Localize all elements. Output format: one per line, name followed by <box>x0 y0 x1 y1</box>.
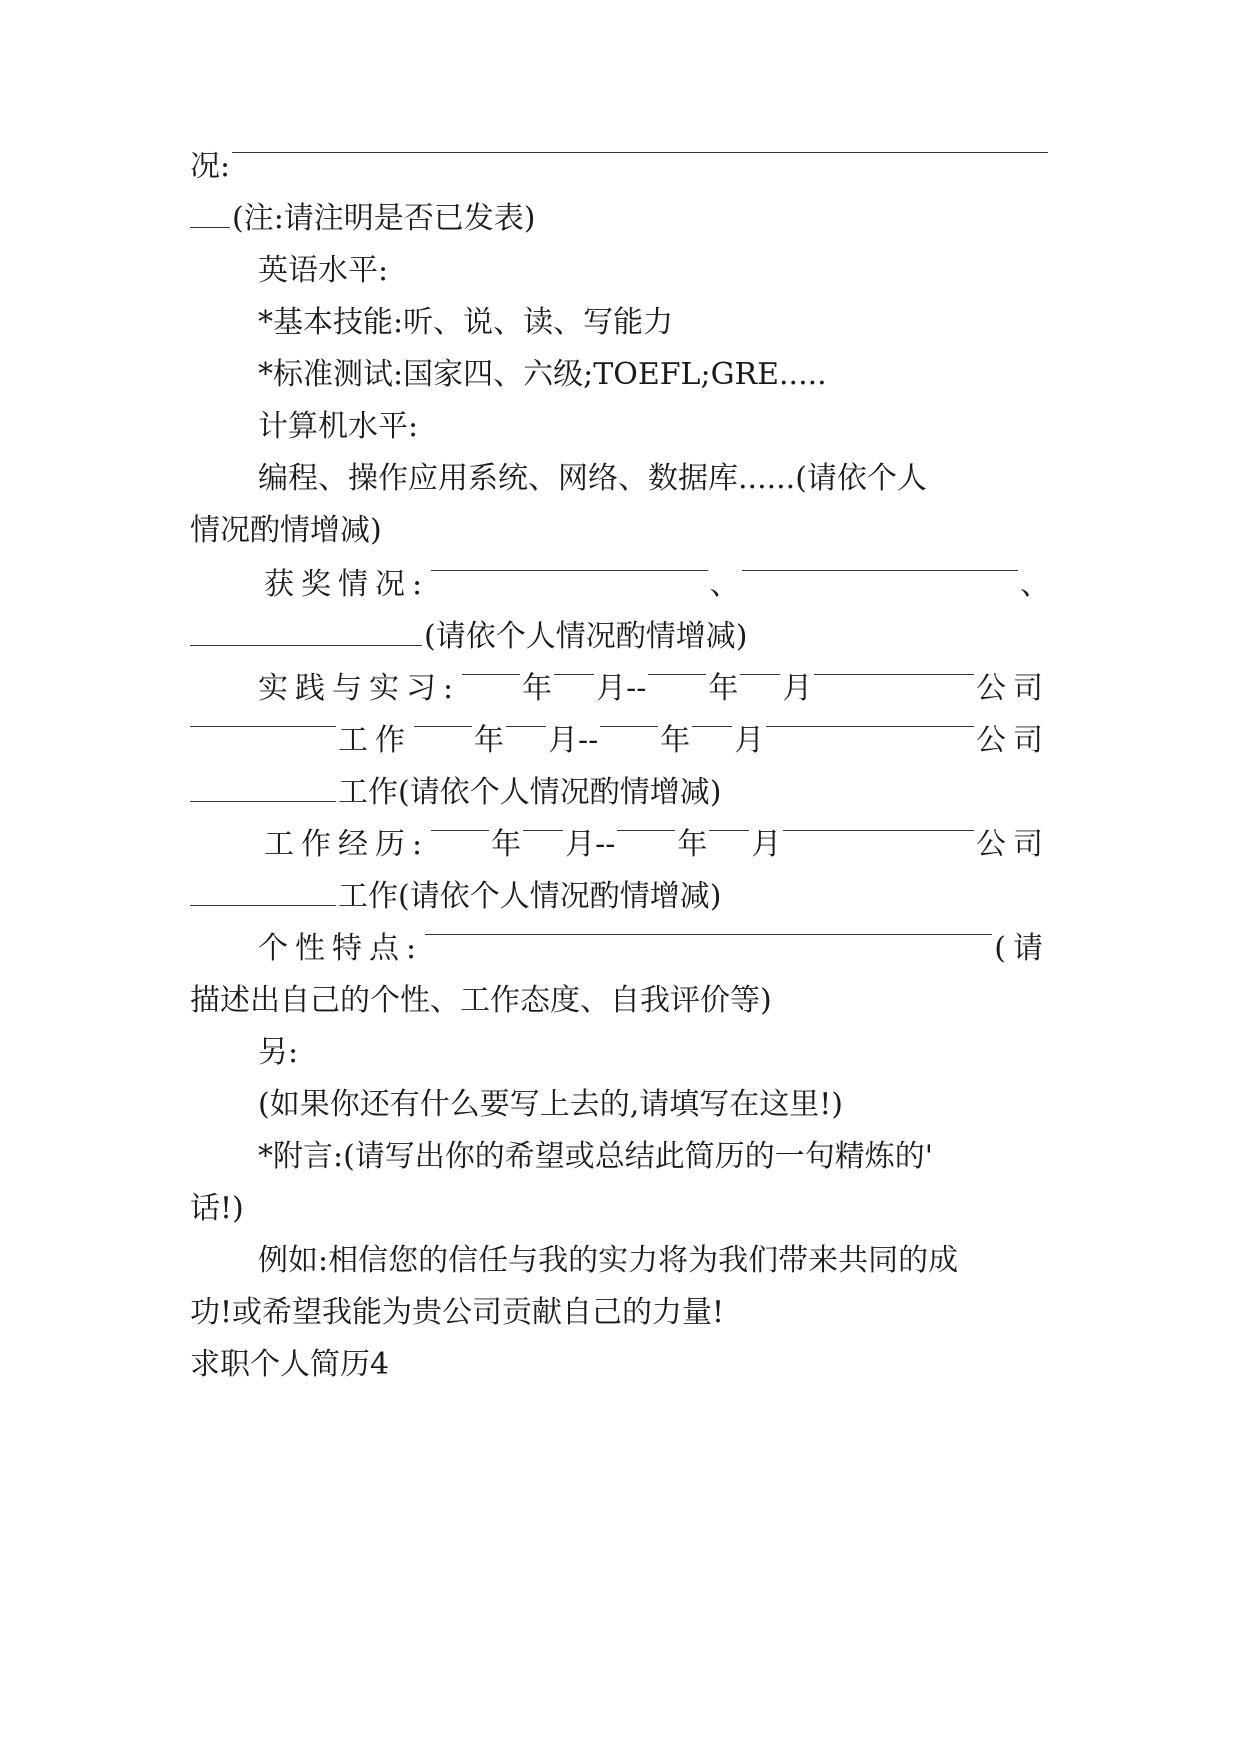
internship-line-3 <box>190 764 1050 822</box>
dash: -- <box>626 671 647 706</box>
awards-line <box>264 556 1050 614</box>
start-month-blank[interactable] <box>554 660 594 675</box>
start-year-blank[interactable] <box>462 660 520 675</box>
example-line: 例如:相信您的信任与我的实力将为我们带来共同的成 <box>258 1243 959 1278</box>
separator: 、 <box>709 567 740 602</box>
end-year-blank[interactable] <box>617 816 675 831</box>
company-blank[interactable] <box>783 816 974 831</box>
personality-line <box>258 920 1050 978</box>
month-label: 月 <box>565 827 596 862</box>
internship-label: 实践与实习: <box>258 671 461 706</box>
year-label: 年 <box>708 671 739 706</box>
computer-skills-line: 编程、操作应用系统、网络、数据库......(请依个人 <box>258 461 927 496</box>
award-blank-2[interactable] <box>742 556 1018 571</box>
english-standard-tests: *标准测试:国家四、六级;TOEFL;GRE..... <box>258 357 827 392</box>
year-label: 年 <box>522 671 553 706</box>
work-label: 工作 <box>338 775 398 810</box>
example-line-cont: 功!或希望我能为贵公司贡献自己的力量! <box>190 1295 725 1330</box>
end-year-blank[interactable] <box>648 660 706 675</box>
internship-line <box>258 660 1050 718</box>
other-heading: 另: <box>258 1035 299 1070</box>
company-blank[interactable] <box>814 660 974 675</box>
publication-note-line <box>190 190 1050 248</box>
english-level-heading: 英语水平: <box>258 253 389 288</box>
award-blank-1[interactable] <box>431 556 707 571</box>
computer-level-heading: 计算机水平: <box>258 409 419 444</box>
work-experience-line <box>264 816 1050 874</box>
personality-blank[interactable] <box>425 920 992 935</box>
position-blank[interactable] <box>190 712 336 727</box>
computer-skills-line-cont: 情况酌情增减) <box>190 513 382 548</box>
internship-line-2 <box>190 712 1050 770</box>
month-label: 月 <box>548 723 578 758</box>
postscript-line-cont: 话!) <box>190 1191 244 1226</box>
end-year-blank[interactable] <box>600 712 658 727</box>
month-label: 月 <box>734 723 765 758</box>
adjust-note: (请依个人情况酌情增减) <box>398 775 722 810</box>
section-heading: 求职个人简历4 <box>190 1347 390 1382</box>
month-label: 月 <box>782 671 813 706</box>
start-year-blank[interactable] <box>431 816 489 831</box>
end-month-blank[interactable] <box>709 816 749 831</box>
month-label: 月 <box>751 827 782 862</box>
separator: 、 <box>1020 567 1051 602</box>
position-blank[interactable] <box>190 787 336 802</box>
other-note: (如果你还有什么要写上去的,请填写在这里!) <box>258 1087 843 1122</box>
year-label: 年 <box>491 827 522 862</box>
start-year-blank[interactable] <box>414 712 472 727</box>
personality-note: 描述出自己的个性、工作态度、自我评价等) <box>190 983 772 1018</box>
start-month-blank[interactable] <box>523 816 563 831</box>
awards-note: (请依个人情况酌情增减) <box>424 619 748 654</box>
work-label: 工作 <box>338 723 412 758</box>
year-label: 年 <box>660 723 691 758</box>
awards-line-cont <box>190 608 1050 666</box>
personality-label: 个性特点: <box>258 931 424 966</box>
end-month-blank[interactable] <box>740 660 780 675</box>
company-blank[interactable] <box>766 712 974 727</box>
work-experience-label: 工作经历: <box>264 827 430 862</box>
award-blank-3[interactable] <box>190 631 422 646</box>
work-experience-line-2 <box>190 868 1050 926</box>
dash: -- <box>578 723 599 758</box>
postscript-line: *附言:(请写出你的希望或总结此简历的一句精炼的' <box>258 1139 934 1174</box>
english-basic-skills: *基本技能:听、说、读、写能力 <box>258 305 674 340</box>
month-label: 月 <box>596 671 627 706</box>
publication-status-line <box>190 138 1050 196</box>
publication-status-label: 况: <box>190 149 231 184</box>
year-label: 年 <box>474 723 504 758</box>
personality-note-start: (请 <box>994 931 1050 966</box>
adjust-note: (请依个人情况酌情增减) <box>398 879 722 914</box>
company-label: 公司 <box>976 827 1050 862</box>
dash: -- <box>595 827 616 862</box>
company-label: 公司 <box>976 671 1050 706</box>
end-month-blank[interactable] <box>692 712 732 727</box>
company-label: 公司 <box>976 723 1050 758</box>
start-month-blank[interactable] <box>506 712 546 727</box>
publication-status-blank[interactable] <box>232 138 1048 153</box>
work-label: 工作 <box>338 879 398 914</box>
awards-label: 获奖情况: <box>264 567 430 602</box>
year-label: 年 <box>677 827 708 862</box>
position-blank[interactable] <box>190 891 336 906</box>
publication-note: (注:请注明是否已发表) <box>232 201 536 236</box>
publication-status-blank-cont[interactable] <box>190 213 230 228</box>
